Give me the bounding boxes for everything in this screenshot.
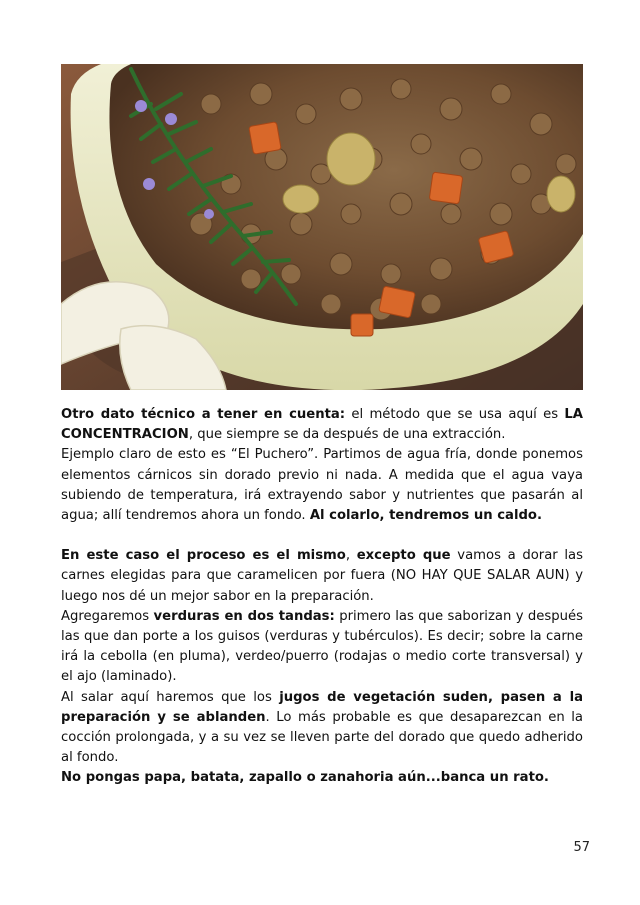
paragraph-3 [61, 546, 583, 607]
lentil-stew-photo [61, 64, 583, 390]
text: , que siempre se da después de una extracción. [188, 427, 506, 443]
bold-text: excepto que [356, 548, 451, 564]
paragraph-2 [61, 445, 583, 526]
paragraph-1 [61, 405, 583, 445]
paragraph-6 [61, 768, 583, 788]
bold-text: jugos de vegetación suden, pasen a la preparación y se ablanden [61, 689, 583, 725]
paragraph-spacer [61, 526, 583, 546]
text: Ejemplo claro de esto es “El Puchero”. Partimos de agua fría, donde ponemos elementos cárnicos sin dorado previo ni nada. A medida que el agua vaya subiendo de temperatura, irá extrayendo sabor y nutrientes que pasarán al agua; allí tendremos ahora un fondo. [61, 447, 583, 524]
bold-text: LA CONCENTRACION [61, 407, 584, 443]
body-text [61, 405, 583, 789]
bold-text: Otro dato técnico a tener en cuenta: [61, 407, 346, 422]
bold-text: Al colarlo, tendremos un caldo. [309, 508, 542, 524]
text: Agregaremos [61, 608, 154, 624]
text: . Lo más probable es que desaparezcan en la cocción prolongada, y a su vez se lleven parte del dorado que quedo adherido al fondo. [61, 709, 584, 766]
bold-text: verduras en dos tandas: [153, 608, 335, 624]
paragraph-4 [61, 607, 583, 688]
text: , [345, 548, 357, 564]
page-number: 57 [573, 840, 590, 855]
paragraph-5 [61, 688, 583, 769]
bold-text: No pongas papa, batata, zapallo o zanahoria aún...banca un rato. [61, 770, 549, 786]
text: vamos a dorar las carnes elegidas para que caramelicen por fuera (NO HAY QUE SALAR AUN) y luego nos dé un mejor sabor en la preparación. [61, 548, 584, 604]
text: primero las que saborizan y después las que dan porte a los guisos (verduras y tubérculos). Es decir; sobre la carne irá la cebolla (en pluma), verdeo/puerro (rodajas o medio corte transversal) y el ajo (laminado). [61, 608, 583, 685]
text: Al salar aquí haremos que los [61, 689, 280, 705]
bold-text: En este caso el proceso es el mismo [61, 548, 346, 564]
text: el método que se usa aquí es [345, 407, 565, 422]
